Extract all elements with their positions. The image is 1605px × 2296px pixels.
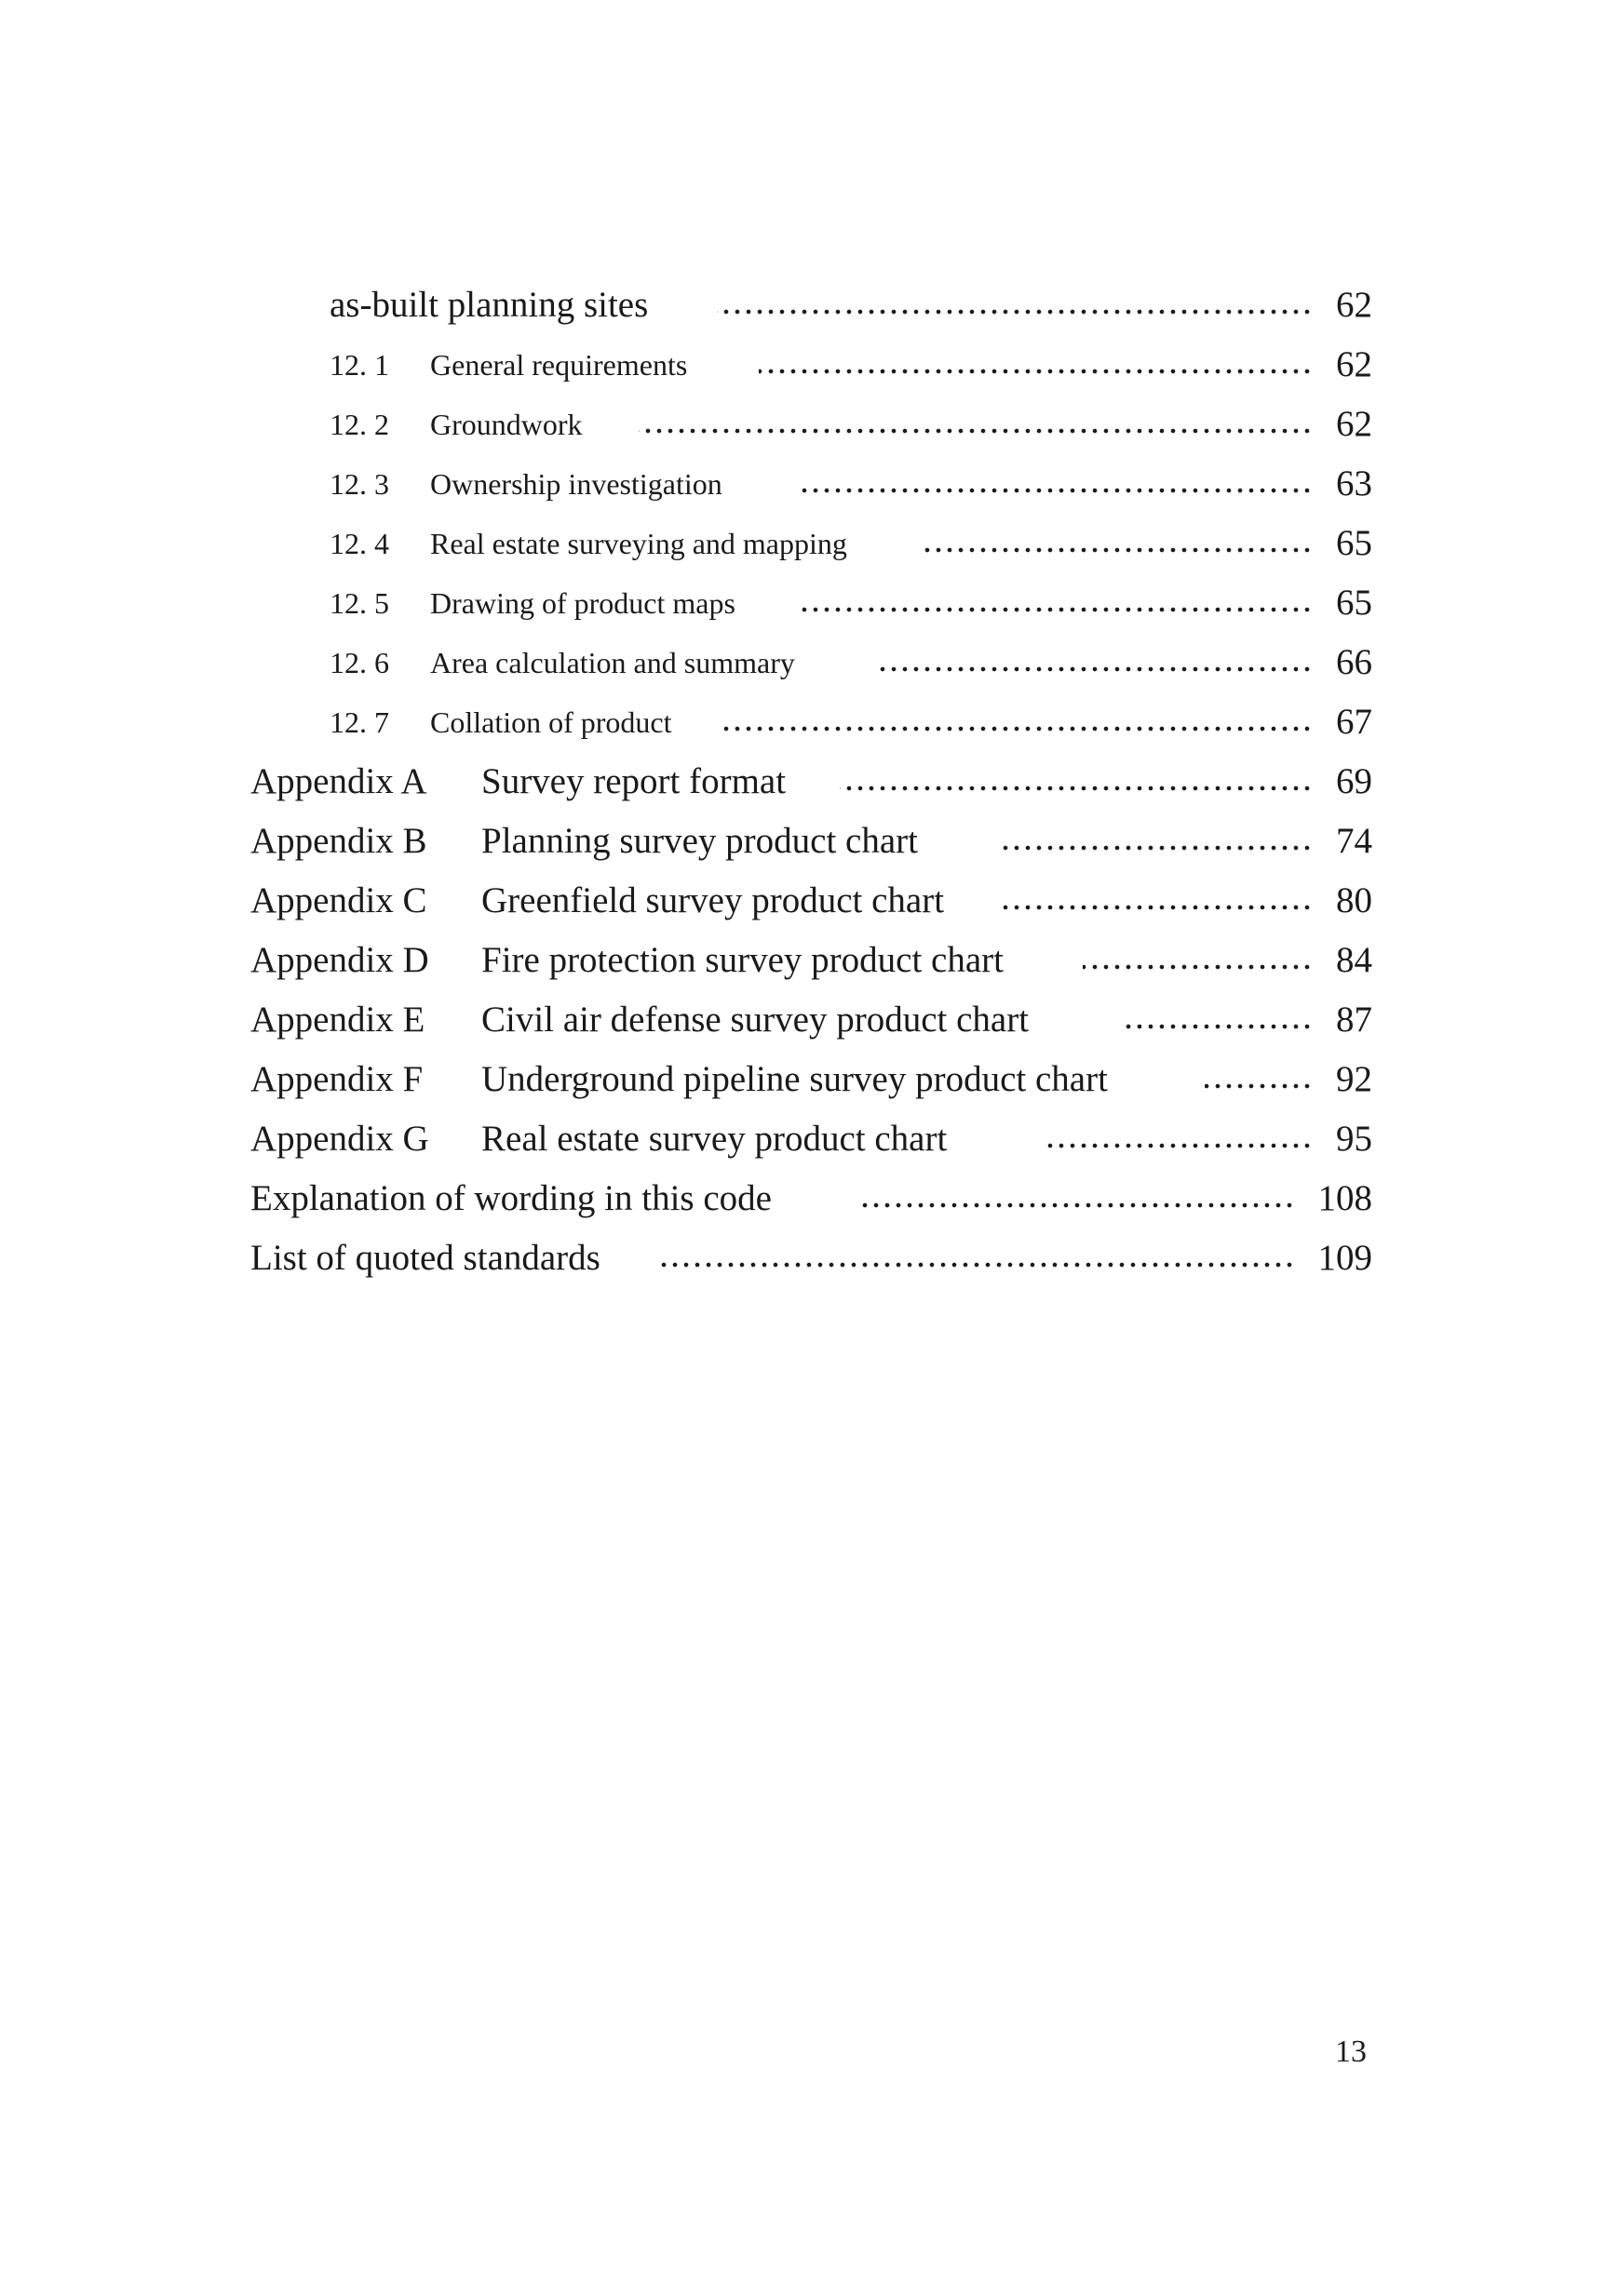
- toc-entry-asbuilt[interactable]: [0, 284, 1605, 340]
- toc-entry-number: Appendix C: [250, 880, 427, 920]
- dot-leader: [1001, 844, 1313, 852]
- toc-entry-appendix-c[interactable]: [0, 879, 1605, 935]
- page-number: 13: [1335, 2034, 1367, 2069]
- toc-entry-page: 108: [1317, 1178, 1372, 1218]
- toc-entry-page: 87: [1336, 1000, 1372, 1040]
- toc-entry-12-6[interactable]: [0, 641, 1605, 697]
- toc-entry-12-4[interactable]: [0, 522, 1605, 578]
- toc-entry-title: Fire protection survey product chart: [481, 940, 1004, 980]
- toc-entry-title: List of quoted standards: [250, 1238, 600, 1278]
- toc-entry-title: Underground pipeline survey product chart: [481, 1059, 1108, 1099]
- toc-entry-explanation-of-wording[interactable]: [0, 1177, 1605, 1233]
- toc-entry-number: 12. 6: [330, 646, 389, 679]
- toc-entry-appendix-f[interactable]: [0, 1058, 1605, 1114]
- toc-entry-page: 92: [1336, 1059, 1372, 1099]
- toc-entry-number: 12. 3: [330, 467, 389, 501]
- toc-entry-page: 67: [1336, 702, 1372, 742]
- toc-entry-number: 12. 5: [330, 586, 389, 620]
- toc-entry-title: Real estate survey product chart: [481, 1119, 948, 1159]
- toc-entry-title: Civil air defense survey product chart: [481, 1000, 1030, 1040]
- toc-entry-number: 12. 1: [330, 348, 389, 382]
- toc-entry-title: as-built planning sites: [330, 285, 649, 325]
- toc-entry-12-7[interactable]: [0, 701, 1605, 757]
- toc-entry-page: 63: [1336, 463, 1372, 504]
- dot-leader: [719, 725, 1313, 732]
- toc-entry-title: Survey report format: [481, 761, 787, 801]
- dot-leader: [717, 308, 1313, 316]
- toc-entry-12-1[interactable]: [0, 343, 1605, 399]
- toc-entry-number: 12. 4: [330, 527, 389, 560]
- toc-entry-page: 80: [1336, 880, 1372, 920]
- toc-entry-list-of-quoted-standards[interactable]: [0, 1237, 1605, 1293]
- dot-leader: [1001, 904, 1313, 911]
- toc-entry-page: 66: [1336, 642, 1372, 682]
- toc-entry-number: 12. 2: [330, 408, 389, 441]
- toc-entry-title: Explanation of wording in this code: [250, 1178, 772, 1218]
- toc-entry-page: 65: [1336, 583, 1372, 623]
- toc-entry-page: 109: [1317, 1238, 1372, 1278]
- toc-entry-12-2[interactable]: [0, 403, 1605, 459]
- toc-entry-page: 62: [1336, 344, 1372, 384]
- dot-leader: [1123, 1023, 1313, 1030]
- dot-leader: [922, 546, 1313, 554]
- dot-leader: [799, 487, 1313, 494]
- toc-entry-page: 65: [1336, 523, 1372, 563]
- toc-entry-title: Greenfield survey product chart: [481, 880, 945, 920]
- toc-entry-title: Groundwork: [430, 408, 583, 441]
- toc-entry-page: 74: [1336, 821, 1372, 861]
- toc-entry-number: Appendix E: [250, 1000, 425, 1040]
- toc-entry-appendix-e[interactable]: [0, 999, 1605, 1054]
- toc-entry-number: Appendix A: [250, 761, 427, 801]
- toc-entry-title: Drawing of product maps: [430, 586, 735, 620]
- dot-leader: [759, 368, 1313, 375]
- toc-entry-appendix-g[interactable]: [0, 1118, 1605, 1174]
- toc-entry-page: 62: [1336, 285, 1372, 325]
- dot-leader: [862, 1202, 1295, 1209]
- toc-entry-number: Appendix D: [250, 940, 429, 980]
- toc-entry-page: 95: [1336, 1119, 1372, 1159]
- dot-leader: [799, 606, 1313, 613]
- toc-entry-page: 69: [1336, 761, 1372, 801]
- dot-leader: [1083, 963, 1313, 971]
- toc-entry-12-5[interactable]: [0, 582, 1605, 638]
- toc-entry-appendix-d[interactable]: [0, 939, 1605, 995]
- toc-entry-title: Real estate surveying and mapping: [430, 527, 847, 560]
- dot-leader: [1043, 1142, 1313, 1149]
- toc-entry-number: 12. 7: [330, 705, 389, 739]
- toc-entry-appendix-b[interactable]: [0, 820, 1605, 876]
- toc-entry-title: Planning survey product chart: [481, 821, 918, 861]
- toc-entry-page: 62: [1336, 404, 1372, 444]
- dot-leader: [639, 427, 1313, 435]
- toc-entry-title: Ownership investigation: [430, 467, 722, 501]
- dot-leader: [880, 665, 1313, 673]
- dot-leader: [661, 1261, 1295, 1269]
- toc-entry-title: General requirements: [430, 348, 688, 382]
- toc-entry-number: Appendix F: [250, 1059, 424, 1099]
- toc-entry-page: 84: [1336, 940, 1372, 980]
- dot-leader: [1205, 1082, 1313, 1090]
- toc-entry-appendix-a[interactable]: [0, 760, 1605, 816]
- toc-entry-title: Collation of product: [430, 705, 672, 739]
- toc-entry-number: Appendix G: [250, 1119, 429, 1159]
- dot-leader: [840, 785, 1313, 792]
- toc-entry-12-3[interactable]: [0, 463, 1605, 518]
- toc-entry-title: Area calculation and summary: [430, 646, 795, 679]
- toc-entry-number: Appendix B: [250, 821, 427, 861]
